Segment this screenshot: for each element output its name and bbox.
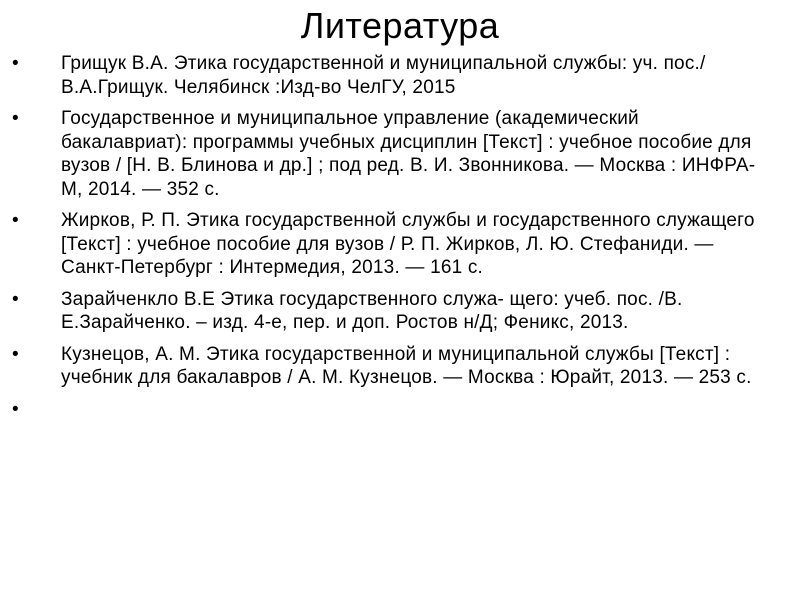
- reference-item: [0, 209, 800, 280]
- reference-text: Грищук В.А. Этика государственной и муниципальной службы: уч. пос./В.А.Грищук. Челябинск :Изд-во ЧелГУ, 2015: [61, 53, 706, 98]
- reference-text: Кузнецов, А. М. Этика государственной и муниципальной службы [Текст] : учебник для бакалавров / А. М. Кузнецов. — Москва : Юрайт, 2013. — 253 с.: [61, 343, 752, 388]
- bullet-icon: •: [12, 288, 19, 310]
- reference-text: Зарайченкло В.Е Этика государственного служа- щего: учеб. пос. /В. Е.Зарайченко. – изд. 4-е, пер. и доп. Ростов н/Д; Феникс, 2013.: [61, 288, 683, 333]
- bullet-icon: •: [12, 210, 19, 231]
- slide-title: Литература: [300, 5, 500, 46]
- reference-item: [0, 343, 800, 390]
- bullet-icon: •: [12, 53, 19, 74]
- reference-item: [0, 52, 800, 99]
- reference-text: Государственное и муниципальное управление (академический бакалавриат): программы учебных дисциплин [Текст] : учебное пособие для вузов / [Н. В. Блинова и др.] ; под ред. В. И. Звонникова. — Москва : ИНФРА-М, 2014. — 352 с.: [61, 108, 756, 200]
- reference-item: [0, 107, 800, 201]
- bullet-icon: •: [12, 398, 19, 420]
- reference-list: [0, 52, 800, 420]
- bullet-icon: •: [12, 343, 19, 365]
- reference-item: [0, 288, 800, 335]
- reference-text: Жирков, Р. П. Этика государственной службы и государственного служащего [Текст] : учебное пособие для вузов / Р. П. Жирков, Л. Ю. Стефаниди. — Санкт-Петербург : Интермедия, 2013. — 161 с.: [61, 210, 755, 278]
- bullet-icon: •: [12, 108, 19, 129]
